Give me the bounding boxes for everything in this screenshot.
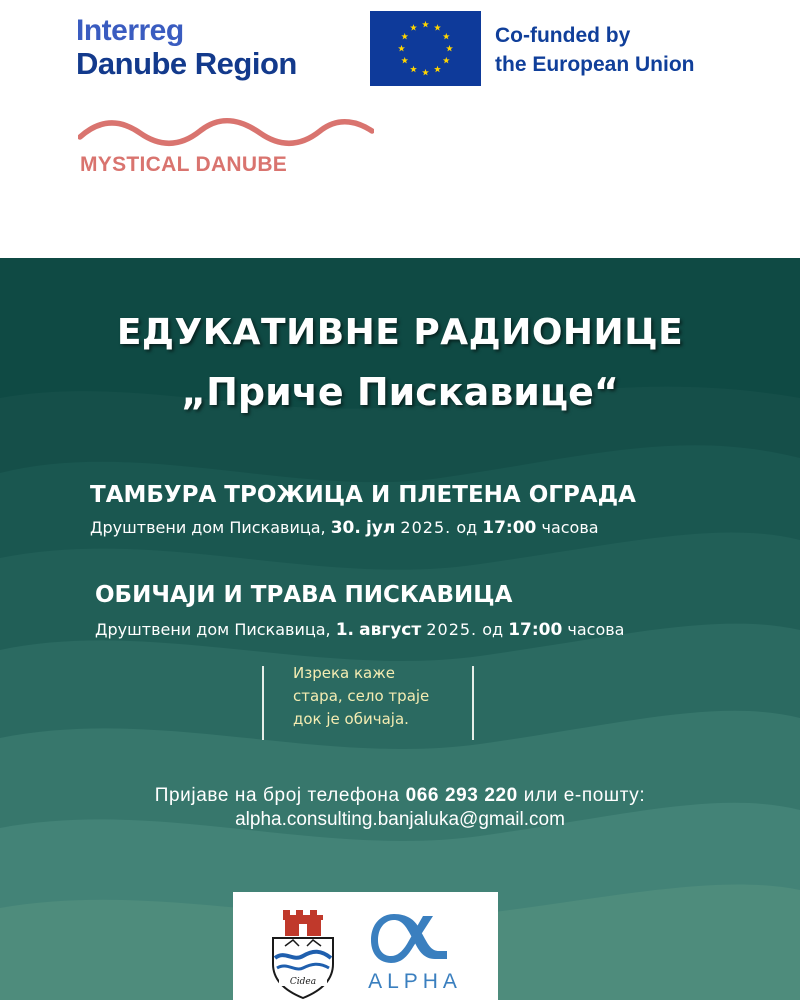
- alpha-logo-icon: [369, 910, 459, 965]
- workshop-1-time: 17:00: [482, 518, 537, 538]
- quote-line-3: док је обичаја.: [293, 710, 409, 728]
- cofunded-text: [495, 21, 695, 79]
- mystical-danube-logo-text: MYSTICAL DANUBE: [80, 153, 288, 176]
- workshop-2-title: ОБИЧАЈИ И ТРАВА ПИСКАВИЦА: [95, 582, 513, 608]
- poster: [0, 258, 800, 1000]
- workshop-2-venue: Друштвени дом Пискавица,: [95, 620, 331, 639]
- workshop-2-hours: часова: [567, 620, 625, 639]
- partner-logos: [233, 892, 498, 1000]
- alpha-logo-text: ALPHA: [368, 970, 462, 993]
- workshop-1-hours: часова: [541, 518, 599, 537]
- poster-title: ЕДУКАТИВНЕ РАДИОНИЦЕ: [116, 312, 684, 353]
- workshop-2-month: август: [359, 620, 422, 640]
- poster-subtitle: „Приче Пискавице“: [181, 370, 619, 414]
- proverb-quote: [293, 662, 429, 731]
- workshop-2-day: 1.: [335, 620, 355, 640]
- workshop-1-details: [90, 516, 599, 540]
- danube-region-logo-text: Danube Region: [76, 46, 297, 81]
- workshop-2-from: од: [482, 620, 504, 639]
- workshop-1-year: 2025.: [400, 518, 452, 537]
- cidea-crest-icon: [263, 902, 343, 1000]
- workshop-2-time: 17:00: [508, 620, 563, 640]
- cidea-logo-text: Cidea: [289, 977, 317, 987]
- interreg-logo-text: Interreg: [76, 14, 184, 47]
- registration-suffix: или е-пошту:: [523, 785, 646, 806]
- mystical-danube-wave-icon: [78, 117, 374, 147]
- workshop-1-from: од: [456, 518, 478, 537]
- workshop-2-year: 2025.: [426, 620, 478, 639]
- registration-prefix: Пријаве на број телефона: [154, 785, 400, 806]
- phone-number[interactable]: 066 293 220: [405, 785, 518, 806]
- quote-divider-left: [262, 666, 264, 740]
- email-address[interactable]: alpha.consulting.banjaluka@gmail.com: [235, 809, 565, 830]
- cofunded-line-1: Co-funded by: [495, 24, 631, 47]
- registration-info: [0, 784, 800, 808]
- header-logos: [0, 0, 800, 258]
- workshop-1-venue: Друштвени дом Пискавица,: [90, 518, 326, 537]
- quote-divider-right: [472, 666, 474, 740]
- cofunded-line-2: the European Union: [495, 53, 695, 76]
- workshop-1-title: ТАМБУРА ТРОЖИЦА И ПЛЕТЕНА ОГРАДА: [90, 482, 636, 508]
- workshop-1-day: 30.: [330, 518, 361, 538]
- eu-flag-icon: [370, 11, 481, 86]
- workshop-2-details: [95, 618, 624, 642]
- quote-line-2: стара, село траје: [293, 687, 430, 705]
- workshop-1-month: јул: [365, 518, 396, 538]
- quote-line-1: Изрека каже: [293, 664, 395, 682]
